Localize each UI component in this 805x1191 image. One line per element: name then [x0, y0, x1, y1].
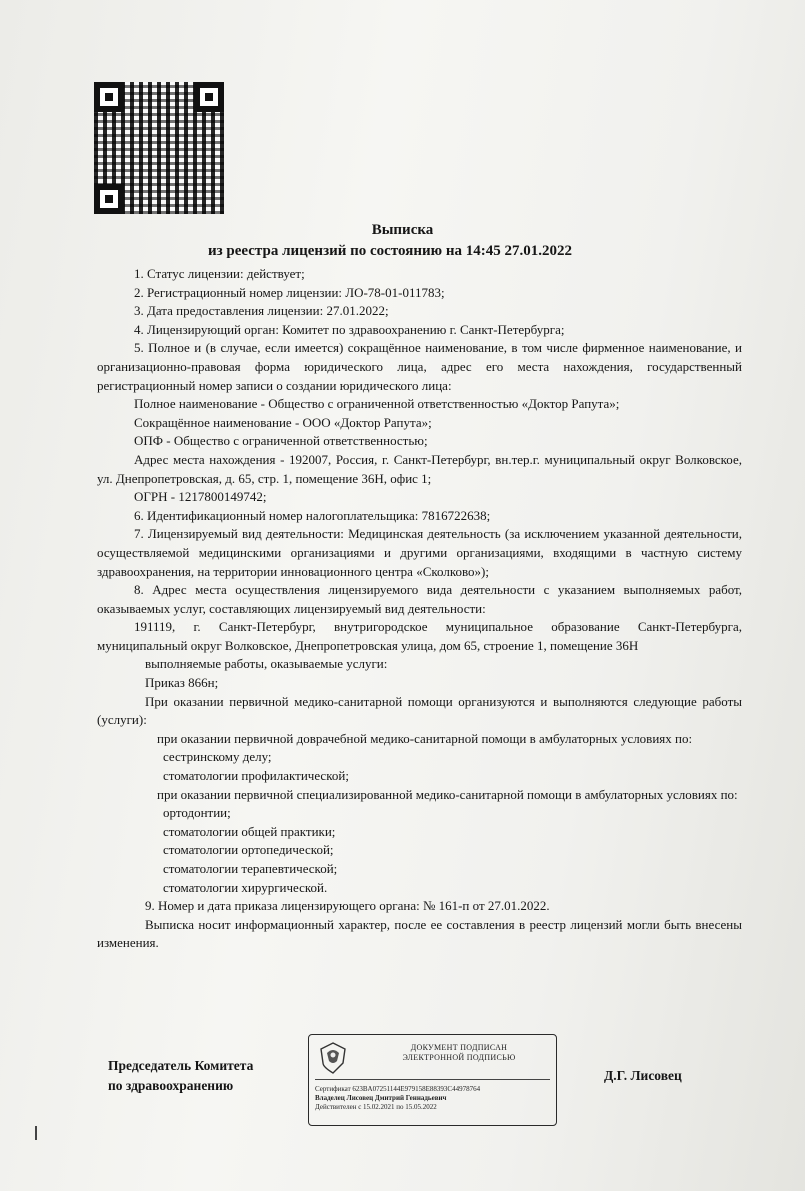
position-line: Председатель Комитета [108, 1058, 254, 1073]
certificate-owner: Владелец Лисовец Дмитрий Геннадьевич [315, 1094, 447, 1102]
list-item: стоматологии профилактической; [163, 768, 349, 784]
list-item: стоматологии терапевтической; [163, 861, 338, 876]
qr-code [94, 82, 224, 214]
legal-address: Адрес места нахождения - 192007, Россия, г. Санкт-Петербург, вн.тер.г. муниципальный округ Волковское, ул. Днепропетровская, д. 65, стр. 1, помещение 36Н, офис 1; [97, 451, 742, 486]
qr-finder-pattern [94, 184, 124, 214]
disclaimer-note: Выписка носит информационный характер, после ее составления в реестр лицензий могли быть внесены изменения. [97, 916, 742, 951]
list-item: стоматологии ортопедической; [163, 842, 334, 858]
signatory-position [108, 1056, 253, 1096]
document-subtitle: из реестра лицензий по состоянию на 14:45 27.01.2022 [208, 243, 572, 259]
stamp-details [315, 1085, 555, 1112]
specialized-care: при оказании первичной специализированной медико-санитарной помощи в амбулаторных условиях по: [157, 786, 738, 802]
legal-form: ОПФ - Общество с ограниченной ответственностью; [134, 433, 428, 449]
organization-details-heading: 5. Полное и (в случае, если имеется) сокращённое наименование, в том числе фирменное наименование, и организационно-правовая форма юридического лица, адрес его места нахождения, государственный регистрационный номер записи о создании юридического лица: [97, 340, 742, 393]
document-body [97, 265, 742, 953]
short-name: Сокращённое наименование - ООО «Доктор Рапута»; [134, 414, 432, 430]
qr-finder-pattern [94, 82, 124, 112]
coat-of-arms-icon [317, 1041, 349, 1075]
stamp-line: ДОКУМЕНТ ПОДПИСАН [410, 1043, 508, 1052]
works-label: выполняемые работы, оказываемые услуги: [145, 656, 388, 672]
licensed-activity: 7. Лицензируемый вид деятельности: Медицинская деятельность (за исключением указанной деятельности, осуществляемой медицинскими организациями и другими организациями, входящими в частную систему здравоохранения, на территории инновационного центра «Сколково»); [97, 526, 742, 579]
primary-care: При оказании первичной медико-санитарной помощи организуются и выполняются следующие работы (услуги): [97, 693, 742, 728]
order-reference: Приказ 866н; [145, 675, 219, 691]
stamp-heading [369, 1043, 549, 1063]
list-item: стоматологии общей практики; [163, 823, 336, 839]
document-title: Выписка [371, 222, 434, 238]
license-status: 1. Статус лицензии: действует; [134, 266, 305, 281]
full-name: Полное наименование - Общество с ограниченной ответственностью «Доктор Рапута»; [134, 396, 620, 412]
electronic-signature-stamp [308, 1034, 557, 1126]
licensing-authority: 4. Лицензирующий орган: Комитет по здравоохранению г. Санкт-Петербурга; [134, 321, 565, 337]
ogrn: ОГРН - 1217800149742; [134, 489, 267, 505]
certificate-number: Сертификат 623BA07251144E979158E88393C44978764 [315, 1085, 481, 1093]
list-item: стоматологии хирургической. [163, 879, 328, 895]
activity-address: 191119, г. Санкт-Петербург, внутригородское муниципальное образование Санкт-Петербурга, муниципальный округ Волковское, Днепропетровская улица, дом 65, строение 1, помещение 36Н [97, 619, 742, 653]
stamp-line: ЭЛЕКТРОННОЙ ПОДПИСЬЮ [402, 1053, 516, 1062]
text-cursor [35, 1126, 37, 1140]
stamp-divider [315, 1079, 550, 1080]
qr-finder-pattern [194, 82, 224, 112]
order-number: 9. Номер и дата приказа лицензирующего органа: № 161-п от 27.01.2022. [145, 898, 550, 914]
position-line: по здравоохранению [108, 1078, 234, 1093]
inn: 6. Идентификационный номер налогоплательщика: 7816722638; [134, 507, 491, 523]
certificate-validity: Действителен с 15.02.2021 по 15.05.2022 [315, 1103, 437, 1111]
issue-date: 3. Дата предоставления лицензии: 27.01.2022; [134, 303, 389, 319]
list-item: ортодонтии; [163, 805, 231, 821]
activity-place-heading: 8. Адрес места осуществления лицензируемого вида деятельности с указанием выполняемых работ, оказываемых услуг, составляющих лицензируемый вид деятельности: [97, 582, 742, 616]
registration-number: 2. Регистрационный номер лицензии: ЛО-78-01-011783; [134, 284, 445, 300]
signatory-name: Д.Г. Лисовец [604, 1068, 682, 1083]
list-item: сестринскому делу; [163, 749, 272, 765]
predoctor-care: при оказании первичной доврачебной медико-санитарной помощи в амбулаторных условиях по: [157, 730, 693, 746]
